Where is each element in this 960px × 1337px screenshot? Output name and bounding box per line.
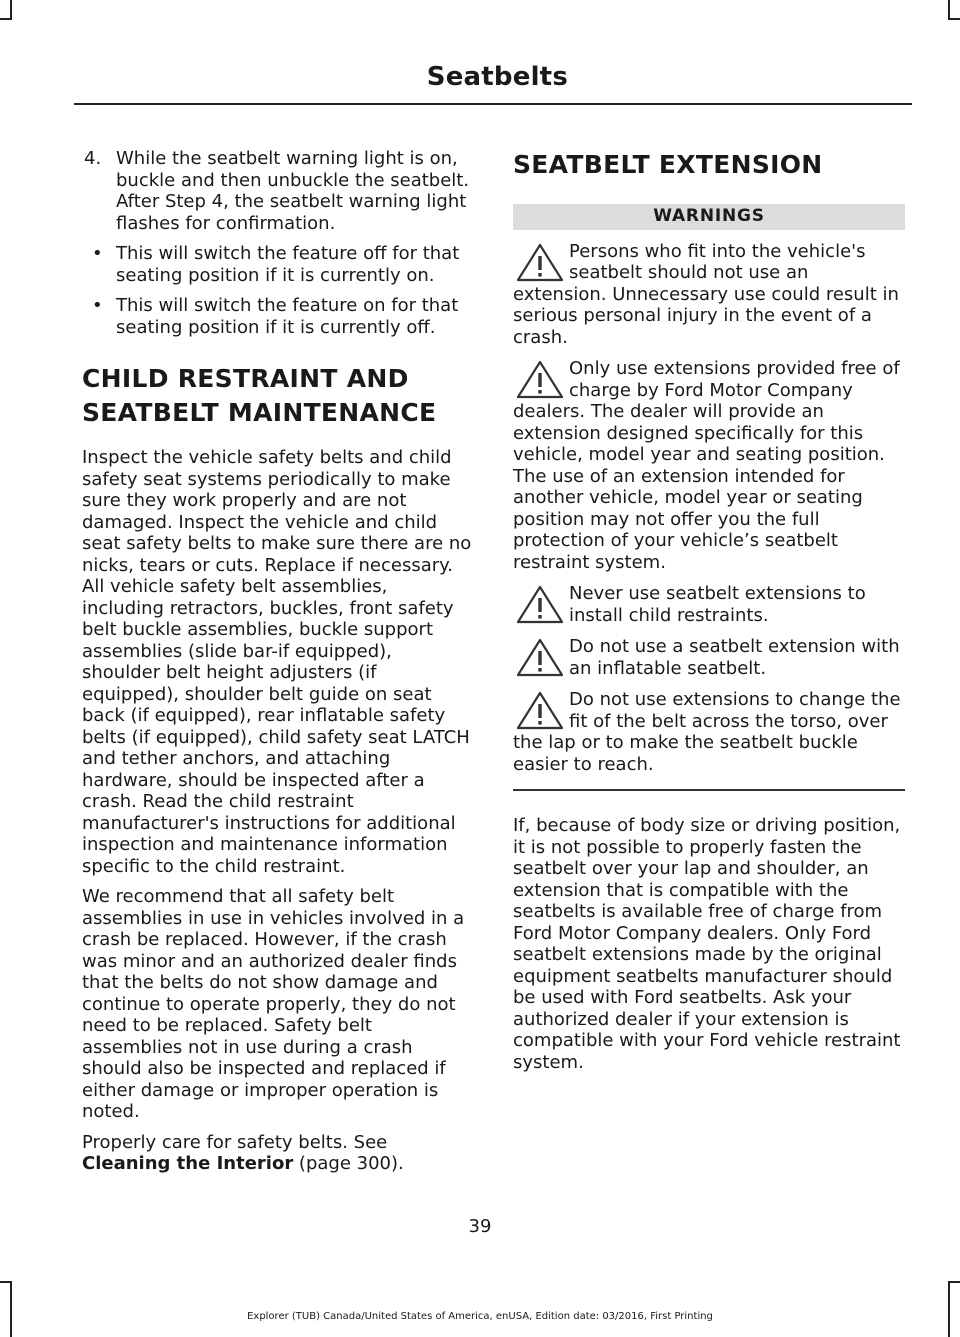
paragraph-inspect: Inspect the vehicle safety belts and child safety seat systems periodically to make sure they work properly and are not damaged. Inspect the vehicle and child seat safety belts to make sure there are no nicks, tears or cuts. Replace if necessary. All vehicle safety belt assemblies, including retractors, buckles, front safety belt buckle assemblies, buckle support assemblies (slide bar-if equipped), shoulder belt height adjusters (if equipped), shoulder belt guide on seat back (if equipped), rear inflatable safety belts (if equipped), child safety seat LATCH and tether anchors, and attaching hardware, should be inspected after a crash. Read the child restraint manufacturer's instructions for additional inspection and maintenance information specific to the child restraint. (82, 447, 472, 877)
page-reference: (page 300). (293, 1153, 404, 1174)
header-divider (74, 103, 912, 105)
warning-text: Do not use a seatbelt extension with an inflatable seatbelt. (569, 636, 900, 679)
warning-triangle-icon (513, 689, 567, 732)
warning-text: Persons who fit into the vehicle's seatbelt should not use an extension. Unnecessary use could result in serious personal injury in the event of a crash. (513, 240, 899, 348)
warning-triangle-icon (513, 241, 567, 284)
heading-line: CHILD RESTRAINT AND (82, 364, 409, 393)
paragraph-care (82, 1132, 474, 1175)
crop-mark (0, 18, 12, 20)
warning-triangle-icon (513, 583, 567, 626)
warning-item (513, 241, 905, 349)
section-heading-maintenance (82, 362, 474, 430)
warning-text: Do not use extensions to change the fit of the belt across the torso, over the lap or to make the seatbelt buckle easier to reach. (513, 689, 901, 775)
crop-mark (0, 1281, 12, 1283)
cleaning-interior-link[interactable]: Cleaning the Interior (82, 1153, 294, 1174)
crop-mark (948, 0, 950, 20)
section-heading-extension: SEATBELT EXTENSION (513, 150, 823, 179)
warnings-header: WARNINGS (513, 204, 905, 230)
warning-item (513, 583, 905, 626)
care-text: Properly care for safety belts. See (82, 1131, 388, 1153)
crop-mark (948, 18, 960, 20)
bullet-item (82, 243, 474, 286)
crop-mark (10, 0, 12, 20)
step-number: 4. (84, 148, 102, 169)
paragraph-replace: We recommend that all safety belt assemblies in use in vehicles involved in a crash be replaced. However, if the crash was minor and an authorized dealer finds that the belts do not show damage and continue to operate properly, they do not need to be replaced. Safety belt assemblies not in use during a crash should also be inspected and replaced if either damage or improper operation is noted. (82, 886, 465, 1122)
heading-line: SEATBELT MAINTENANCE (82, 398, 437, 427)
step-text: While the seatbelt warning light is on, buckle and then unbuckle the seatbelt. After Step 4, the seatbelt warning light flashes for confirmation. (116, 148, 470, 234)
bullet-text: This will switch the feature off for that seating position if it is currently on. (116, 243, 460, 286)
warning-item (513, 636, 905, 679)
right-column (513, 148, 905, 1082)
bullet-symbol: • (92, 243, 103, 264)
bullet-item (82, 295, 474, 338)
crop-mark (948, 1281, 950, 1337)
crop-mark (10, 1281, 12, 1337)
warning-item (513, 358, 905, 573)
step-item (82, 148, 474, 234)
bullet-text: This will switch the feature on for that seating position if it is currently off. (116, 295, 459, 338)
left-column (82, 148, 474, 1184)
warning-text: Only use extensions provided free of charge by Ford Motor Company dealers. The dealer will provide an extension designed specifically for this vehicle, model year and seating position. The use of an extension intended for another vehicle, model year or seating position may not offer you the full protection of your vehicle’s seatbelt restraint system. (513, 358, 900, 573)
page-number: 39 (468, 1216, 492, 1237)
bullet-symbol: • (92, 295, 103, 316)
page-title: Seatbelts (426, 62, 568, 92)
warnings-divider (513, 789, 905, 791)
footer-text: Explorer (TUB) Canada/United States of America, enUSA, Edition date: 03/2016, First Printing (247, 1311, 713, 1322)
paragraph-extension: If, because of body size or driving position, it is not possible to properly fasten the seatbelt over your lap and shoulder, an extension that is compatible with the seatbelts is available free of charge from Ford Motor Company dealers. Only Ford seatbelt extensions made by the original equipment seatbelts manufacturer should be used with Ford seatbelts. Ask your authorized dealer if your extension is compatible with your Ford vehicle restraint system. (513, 815, 901, 1073)
warning-triangle-icon (513, 636, 567, 679)
crop-mark (948, 1281, 960, 1283)
warning-triangle-icon (513, 358, 567, 401)
warning-text: Never use seatbelt extensions to install child restraints. (569, 583, 866, 626)
warning-item (513, 689, 905, 775)
